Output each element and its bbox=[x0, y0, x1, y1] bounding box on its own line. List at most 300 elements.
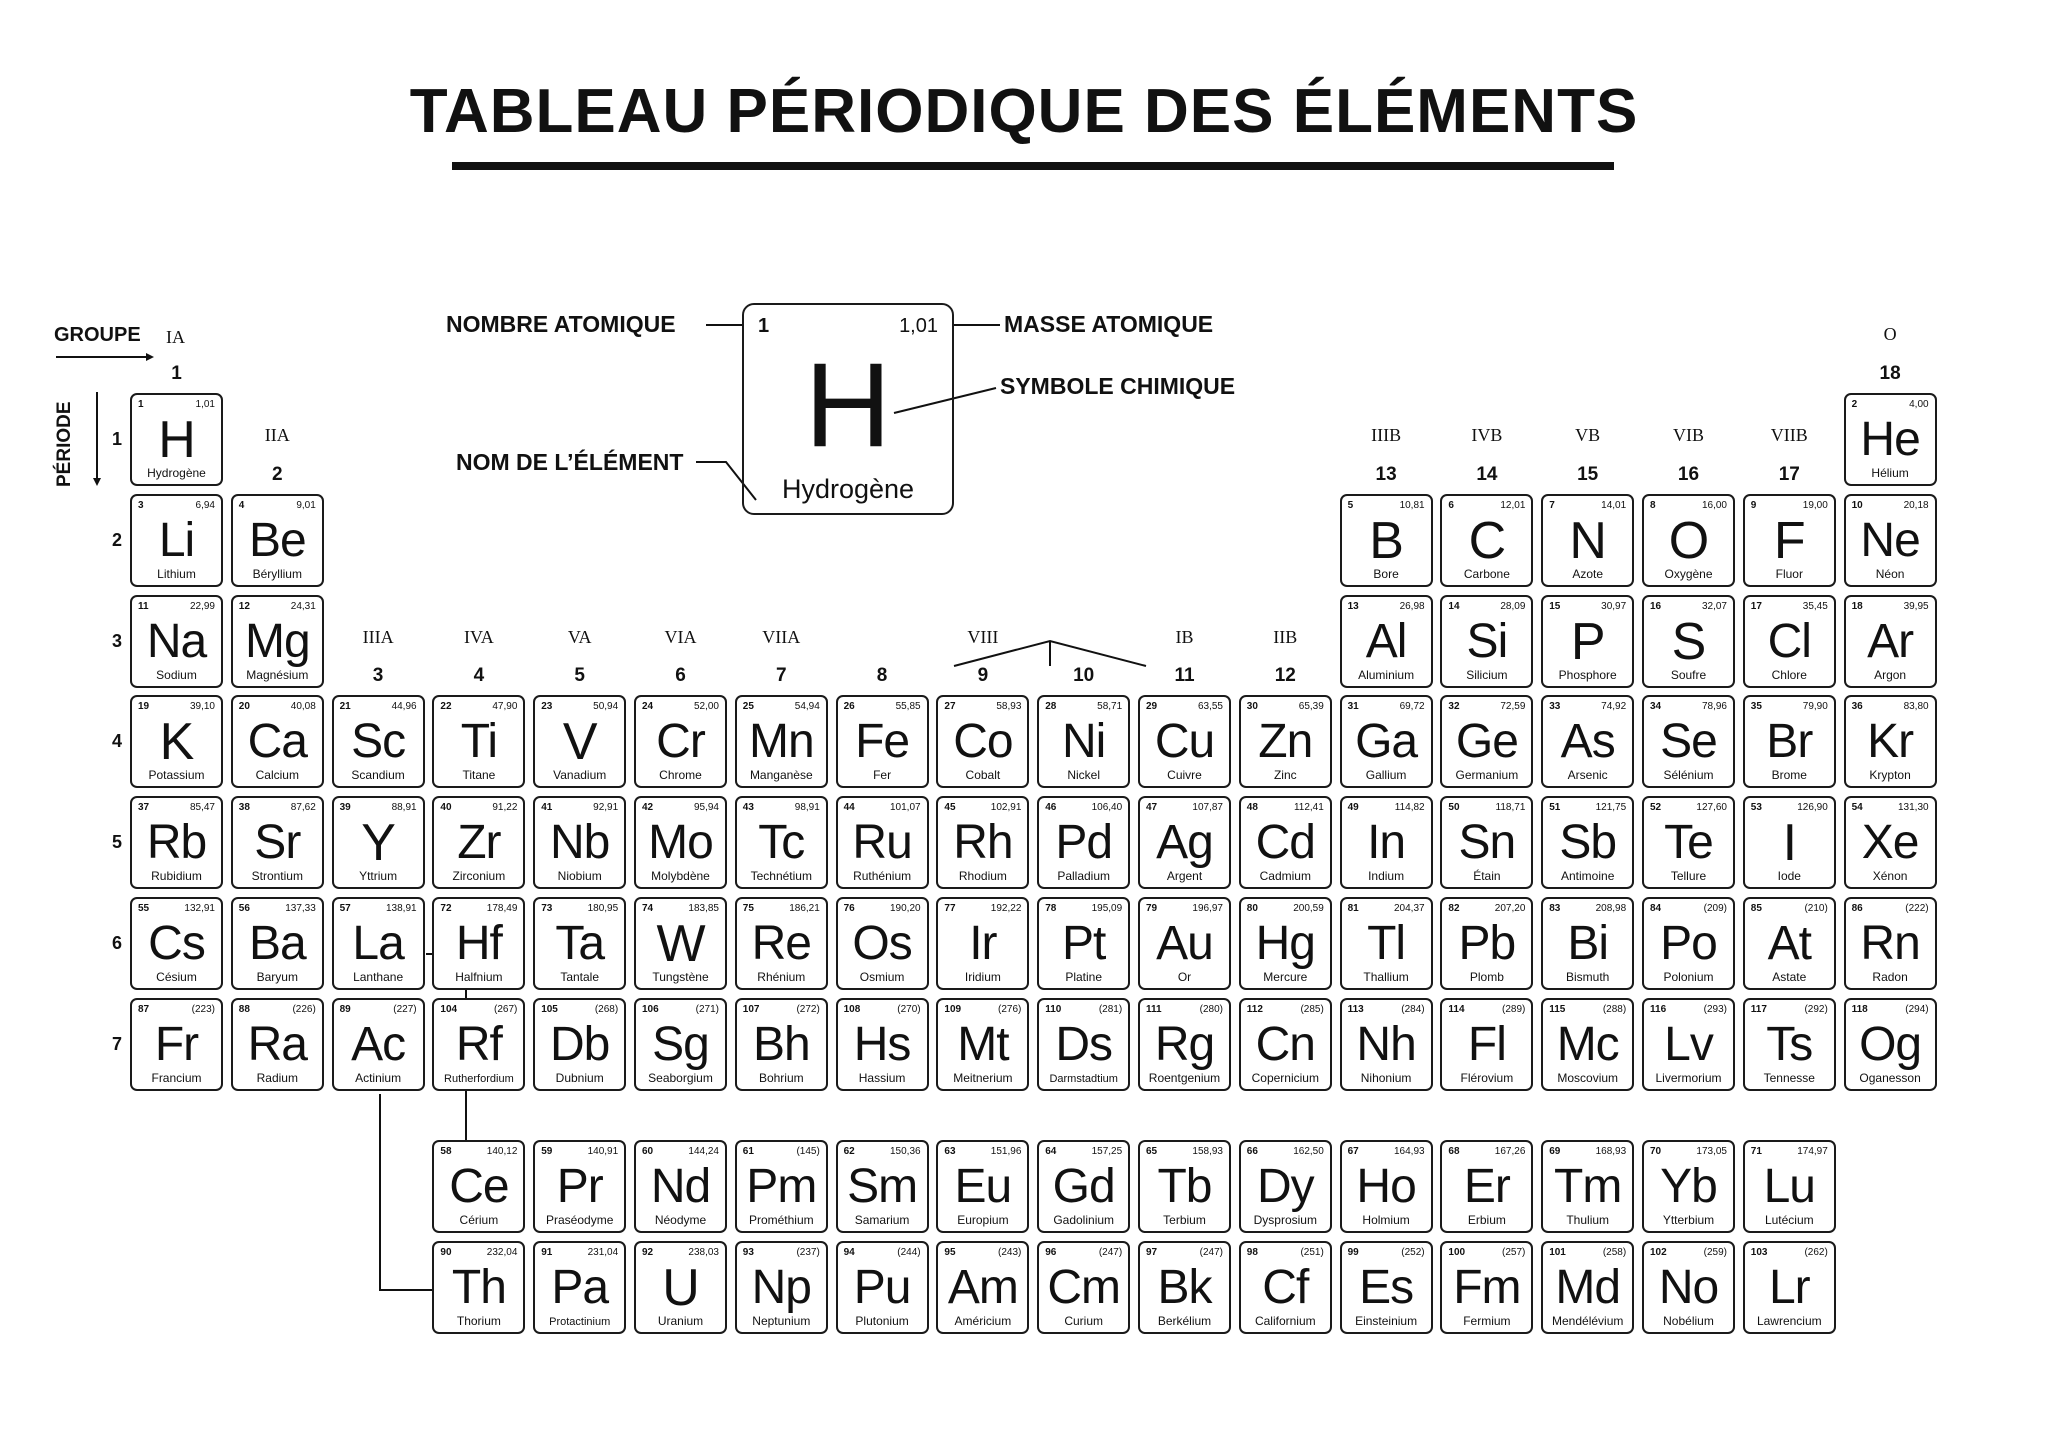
legend-example-symbol: H bbox=[804, 338, 892, 472]
element-cell-cl bbox=[1743, 595, 1836, 688]
atomic-mass: 196,97 bbox=[1192, 903, 1223, 914]
element-cell-b bbox=[1340, 494, 1433, 587]
element-symbol: F bbox=[1773, 511, 1805, 570]
atomic-mass: (244) bbox=[897, 1246, 921, 1258]
atomic-mass: 39,95 bbox=[1903, 600, 1929, 612]
atomic-mass: 47,90 bbox=[492, 701, 518, 713]
element-symbol: Bi bbox=[1567, 917, 1609, 970]
element-symbol: Tl bbox=[1367, 917, 1406, 970]
atomic-mass: (271) bbox=[695, 1003, 719, 1015]
element-cell-dy bbox=[1239, 1140, 1332, 1233]
atomic-number: 26 bbox=[843, 701, 855, 713]
atomic-number: 73 bbox=[541, 903, 553, 914]
element-name: Plutonium bbox=[855, 1313, 909, 1328]
element-cell-na bbox=[130, 595, 223, 688]
element-cell-s bbox=[1642, 595, 1735, 688]
element-name: Aluminium bbox=[1358, 667, 1415, 682]
element-symbol: Pt bbox=[1062, 917, 1106, 970]
element-symbol: Cf bbox=[1262, 1260, 1309, 1314]
atomic-number: 44 bbox=[843, 802, 855, 814]
atomic-number: 6 bbox=[1448, 499, 1454, 511]
period-number-7: 7 bbox=[111, 1033, 122, 1054]
atomic-number: 5 bbox=[1347, 499, 1354, 511]
element-name: Praséodyme bbox=[546, 1213, 614, 1227]
atomic-number: 112 bbox=[1246, 1003, 1263, 1015]
atomic-mass: (226) bbox=[292, 1003, 316, 1015]
atomic-mass: 121,75 bbox=[1595, 802, 1627, 814]
element-symbol: Br bbox=[1766, 715, 1813, 769]
element-name: Étain bbox=[1473, 869, 1501, 884]
element-name: Vanadium bbox=[553, 768, 607, 783]
element-cell-cn bbox=[1239, 998, 1332, 1091]
element-name: Zinc bbox=[1273, 768, 1297, 783]
atomic-number: 75 bbox=[742, 903, 754, 914]
element-cell-au bbox=[1138, 897, 1231, 990]
atomic-number: 80 bbox=[1246, 903, 1258, 914]
atomic-mass: 158,93 bbox=[1192, 1146, 1223, 1157]
atomic-mass: 101,07 bbox=[890, 802, 921, 814]
element-name: Plomb bbox=[1469, 970, 1504, 984]
element-symbol: Nd bbox=[650, 1160, 711, 1213]
element-cell-rn bbox=[1844, 897, 1937, 990]
element-cell-er bbox=[1440, 1140, 1533, 1233]
atomic-mass: 78,96 bbox=[1701, 701, 1727, 713]
element-cell-fe bbox=[836, 695, 929, 788]
element-symbol: Ho bbox=[1356, 1160, 1416, 1213]
atomic-number: 13 bbox=[1347, 600, 1359, 612]
element-cell-nh bbox=[1340, 998, 1433, 1091]
element-name: Potassium bbox=[148, 768, 205, 783]
element-symbol: He bbox=[1860, 413, 1920, 466]
atomic-number: 16 bbox=[1650, 600, 1662, 612]
element-symbol: Cm bbox=[1047, 1260, 1121, 1314]
atomic-mass: 39,10 bbox=[189, 701, 215, 713]
element-symbol: W bbox=[656, 915, 705, 973]
element-name: Berkélium bbox=[1157, 1313, 1212, 1328]
atomic-number: 65 bbox=[1146, 1146, 1158, 1157]
atomic-mass: 144,24 bbox=[688, 1146, 719, 1157]
atomic-mass: (281) bbox=[1098, 1003, 1123, 1015]
atomic-mass: 231,04 bbox=[587, 1246, 619, 1258]
element-cell-sm bbox=[836, 1140, 929, 1233]
atomic-mass: (145) bbox=[796, 1146, 820, 1157]
element-cell-ac bbox=[332, 998, 425, 1091]
atomic-number: 59 bbox=[541, 1146, 553, 1157]
atomic-mass: 164,93 bbox=[1394, 1146, 1425, 1157]
element-name: Samarium bbox=[854, 1213, 910, 1227]
group-roman-vib: VIB bbox=[1673, 425, 1704, 445]
legend-example-mass: 1,01 bbox=[899, 315, 938, 337]
element-name: Mendélévium bbox=[1552, 1313, 1624, 1328]
element-cell-bh bbox=[735, 998, 828, 1091]
element-symbol: Pr bbox=[556, 1160, 603, 1213]
element-name: Hélium bbox=[1871, 466, 1909, 480]
legend-example-number: 1 bbox=[758, 315, 770, 337]
atomic-number: 4 bbox=[238, 499, 245, 511]
atomic-mass: 118,71 bbox=[1495, 802, 1526, 814]
element-symbol: Yb bbox=[1660, 1160, 1717, 1213]
element-symbol: Ti bbox=[460, 715, 497, 769]
element-name: Fer bbox=[873, 768, 892, 783]
atomic-mass: 24,31 bbox=[290, 600, 316, 612]
element-name: Antimoine bbox=[1561, 869, 1615, 884]
element-symbol: Mc bbox=[1556, 1017, 1619, 1071]
element-name: Bore bbox=[1373, 566, 1399, 581]
atomic-mass: 178,49 bbox=[486, 903, 518, 914]
element-symbol: Ag bbox=[1156, 816, 1213, 870]
atomic-mass: (276) bbox=[998, 1003, 1022, 1015]
element-name: Thallium bbox=[1363, 970, 1409, 984]
element-cell-cd bbox=[1239, 796, 1332, 889]
atomic-mass: 200,59 bbox=[1293, 903, 1324, 914]
element-cell-tm bbox=[1541, 1140, 1634, 1233]
element-name: Or bbox=[1177, 970, 1192, 984]
element-symbol: Al bbox=[1365, 614, 1407, 668]
element-name: Cobalt bbox=[965, 768, 1001, 783]
atomic-number: 32 bbox=[1448, 701, 1460, 713]
atomic-number: 102 bbox=[1650, 1246, 1667, 1258]
element-symbol: Fl bbox=[1467, 1017, 1506, 1071]
element-name: Uranium bbox=[657, 1313, 704, 1328]
element-cell-in bbox=[1340, 796, 1433, 889]
element-cell-am bbox=[936, 1241, 1029, 1334]
element-name: Gadolinium bbox=[1053, 1213, 1115, 1227]
atomic-number: 90 bbox=[440, 1246, 452, 1258]
element-cell-ar bbox=[1844, 595, 1937, 688]
atomic-number: 48 bbox=[1246, 802, 1258, 814]
atomic-mass: 126,90 bbox=[1797, 802, 1828, 814]
atomic-number: 58 bbox=[440, 1146, 452, 1157]
group-number-11: 11 bbox=[1174, 665, 1195, 687]
element-name: Lawrencium bbox=[1756, 1313, 1822, 1328]
element-symbol: Cu bbox=[1154, 715, 1215, 769]
element-name: Chlore bbox=[1771, 667, 1807, 682]
element-symbol: Cl bbox=[1767, 614, 1811, 668]
page-title: TABLEAU PÉRIODIQUE DES ÉLÉMENTS bbox=[409, 77, 1639, 146]
group-number-12: 12 bbox=[1274, 665, 1296, 687]
atomic-mass: 95,94 bbox=[693, 802, 719, 814]
group-number-13: 13 bbox=[1375, 463, 1397, 485]
element-cell-tc bbox=[735, 796, 828, 889]
element-symbol: Ca bbox=[247, 715, 307, 769]
element-cell-kr bbox=[1844, 695, 1937, 788]
atomic-number: 71 bbox=[1750, 1146, 1762, 1157]
atomic-mass: 22,99 bbox=[189, 600, 215, 612]
atomic-mass: 102,91 bbox=[990, 802, 1022, 814]
element-cell-ca bbox=[231, 695, 324, 788]
element-cell-bi bbox=[1541, 897, 1634, 990]
element-symbol: Sb bbox=[1559, 816, 1617, 870]
atomic-mass: 20,18 bbox=[1903, 499, 1929, 511]
element-symbol: Gd bbox=[1052, 1160, 1115, 1213]
atomic-mass: 1,01 bbox=[195, 399, 215, 410]
atomic-number: 22 bbox=[440, 701, 452, 713]
element-name: Francium bbox=[151, 1070, 202, 1085]
atomic-mass: 114,82 bbox=[1394, 802, 1425, 814]
atomic-number: 72 bbox=[440, 903, 452, 914]
atomic-number: 43 bbox=[742, 802, 754, 814]
atomic-number: 35 bbox=[1750, 701, 1762, 713]
atomic-mass: 112,41 bbox=[1293, 802, 1324, 814]
element-name: Seaborgium bbox=[648, 1070, 713, 1085]
element-name: Thulium bbox=[1566, 1213, 1610, 1227]
atomic-mass: 30,97 bbox=[1601, 600, 1627, 612]
element-name: Béryllium bbox=[252, 566, 302, 581]
element-symbol: Ra bbox=[247, 1017, 307, 1071]
atomic-number: 74 bbox=[642, 903, 654, 914]
element-cell-cu bbox=[1138, 695, 1231, 788]
group-roman-o: O bbox=[1883, 324, 1897, 344]
element-symbol: V bbox=[562, 713, 597, 772]
atomic-number: 86 bbox=[1851, 903, 1863, 914]
atomic-number: 51 bbox=[1549, 802, 1561, 814]
element-cell-ni bbox=[1037, 695, 1130, 788]
atomic-mass: 162,50 bbox=[1293, 1146, 1324, 1157]
atomic-number: 20 bbox=[238, 701, 250, 713]
element-symbol: Rb bbox=[146, 816, 207, 870]
atomic-number: 57 bbox=[339, 903, 351, 914]
atomic-number: 106 bbox=[642, 1003, 659, 1015]
element-cell-he bbox=[1844, 393, 1937, 486]
element-symbol: Pd bbox=[1055, 816, 1113, 870]
element-name: Roentgenium bbox=[1148, 1070, 1221, 1085]
element-name: Oganesson bbox=[1859, 1070, 1921, 1085]
element-name: Nobélium bbox=[1663, 1313, 1714, 1328]
element-symbol: Ce bbox=[449, 1160, 509, 1213]
atomic-mass: 26,98 bbox=[1399, 600, 1425, 612]
element-cell-po bbox=[1642, 897, 1735, 990]
element-symbol: Ni bbox=[1062, 715, 1106, 769]
element-symbol: At bbox=[1767, 917, 1811, 970]
element-cell-se bbox=[1642, 695, 1735, 788]
element-name: Rhénium bbox=[757, 970, 806, 984]
element-name: Scandium bbox=[351, 768, 405, 783]
element-cell-pu bbox=[836, 1241, 929, 1334]
legend-atomic-mass-label: MASSE ATOMIQUE bbox=[1004, 311, 1214, 337]
atomic-mass: 55,85 bbox=[895, 701, 921, 713]
atomic-number: 39 bbox=[339, 802, 351, 814]
atomic-mass: 63,55 bbox=[1197, 701, 1223, 713]
element-cell-ra bbox=[231, 998, 324, 1091]
element-cell-mn bbox=[735, 695, 828, 788]
element-name: Erbium bbox=[1467, 1213, 1506, 1227]
element-symbol: Fm bbox=[1453, 1260, 1521, 1314]
atomic-mass: (289) bbox=[1502, 1003, 1526, 1015]
group-number-15: 15 bbox=[1577, 463, 1599, 485]
element-name: Darmstadtium bbox=[1049, 1072, 1118, 1085]
atomic-number: 41 bbox=[541, 802, 553, 814]
atomic-number: 8 bbox=[1650, 499, 1656, 511]
group-number-18: 18 bbox=[1879, 363, 1901, 384]
element-cell-pt bbox=[1037, 897, 1130, 990]
element-cell-cf bbox=[1239, 1241, 1332, 1334]
atomic-mass: 14,01 bbox=[1601, 499, 1627, 511]
element-name: Iridium bbox=[964, 970, 1001, 984]
element-symbol: Rg bbox=[1154, 1017, 1215, 1071]
atomic-mass: 40,08 bbox=[290, 701, 316, 713]
atomic-number: 55 bbox=[138, 903, 150, 914]
element-cell-y bbox=[332, 796, 425, 889]
element-cell-fl bbox=[1440, 998, 1533, 1091]
element-name: Bismuth bbox=[1566, 970, 1610, 984]
atomic-mass: 50,94 bbox=[593, 701, 619, 713]
atomic-mass: 58,71 bbox=[1097, 701, 1123, 713]
atomic-mass: 167,26 bbox=[1494, 1146, 1526, 1157]
element-cell-c bbox=[1440, 494, 1533, 587]
element-cell-f bbox=[1743, 494, 1836, 587]
group-number-6: 6 bbox=[675, 665, 686, 687]
element-symbol: Au bbox=[1156, 917, 1213, 970]
element-name: Protactinium bbox=[549, 1315, 611, 1328]
atomic-number: 64 bbox=[1045, 1146, 1057, 1157]
element-cell-ho bbox=[1340, 1140, 1433, 1233]
element-cell-co bbox=[936, 695, 1029, 788]
element-name: Radon bbox=[1872, 970, 1908, 984]
element-cell-ts bbox=[1743, 998, 1836, 1091]
element-name: Magnésium bbox=[246, 667, 309, 682]
element-cell-cs bbox=[130, 897, 223, 990]
atomic-number: 69 bbox=[1549, 1146, 1561, 1157]
atomic-mass: 127,60 bbox=[1696, 802, 1727, 814]
element-name: Moscovium bbox=[1557, 1070, 1619, 1085]
element-cell-at bbox=[1743, 897, 1836, 990]
element-cell-fm bbox=[1440, 1241, 1533, 1334]
element-cell-re bbox=[735, 897, 828, 990]
atomic-mass: (270) bbox=[897, 1003, 921, 1015]
element-name: Astate bbox=[1772, 970, 1807, 984]
group-roman-iiia: IIIA bbox=[362, 626, 394, 647]
atomic-number: 83 bbox=[1549, 903, 1561, 914]
atomic-mass: 10,81 bbox=[1399, 499, 1425, 511]
element-symbol: Sc bbox=[351, 715, 406, 769]
atomic-mass: (258) bbox=[1602, 1246, 1627, 1258]
element-name: Hassium bbox=[858, 1070, 906, 1085]
element-symbol: Be bbox=[248, 513, 306, 567]
atomic-number: 118 bbox=[1851, 1003, 1868, 1015]
atomic-number: 27 bbox=[944, 701, 956, 713]
atomic-mass: (259) bbox=[1703, 1246, 1727, 1258]
element-cell-ag bbox=[1138, 796, 1231, 889]
element-symbol: Ds bbox=[1055, 1017, 1113, 1071]
element-cell-ir bbox=[936, 897, 1029, 990]
atomic-number: 70 bbox=[1650, 1146, 1662, 1157]
element-cell-no bbox=[1642, 1241, 1735, 1334]
period-number-2: 2 bbox=[111, 529, 122, 550]
element-symbol: Mt bbox=[957, 1017, 1009, 1071]
element-cell-gd bbox=[1037, 1140, 1130, 1233]
atomic-number: 92 bbox=[642, 1246, 654, 1258]
element-name: Nickel bbox=[1067, 768, 1101, 783]
element-cell-ti bbox=[432, 695, 525, 788]
element-name: Ytterbium bbox=[1662, 1213, 1715, 1227]
element-symbol: Pu bbox=[853, 1260, 911, 1314]
atomic-mass: (247) bbox=[1098, 1246, 1123, 1258]
atomic-number: 12 bbox=[238, 600, 250, 612]
element-name: Césium bbox=[156, 970, 197, 984]
element-name: Nihonium bbox=[1360, 1070, 1412, 1085]
element-name: Actinium bbox=[355, 1070, 402, 1085]
element-symbol: Se bbox=[1660, 715, 1717, 769]
element-symbol: Cd bbox=[1255, 816, 1315, 870]
atomic-mass: 168,93 bbox=[1595, 1146, 1627, 1157]
element-name: Phosphore bbox=[1558, 667, 1617, 682]
element-cell-nb bbox=[533, 796, 626, 889]
group-number-14: 14 bbox=[1476, 463, 1498, 485]
element-symbol: Ta bbox=[555, 917, 605, 970]
atomic-number: 115 bbox=[1549, 1003, 1566, 1015]
atomic-number: 14 bbox=[1448, 600, 1460, 612]
element-cell-hg bbox=[1239, 897, 1332, 990]
atomic-number: 2 bbox=[1851, 399, 1858, 410]
element-symbol: Hf bbox=[455, 917, 502, 970]
element-name: Néodyme bbox=[654, 1213, 707, 1227]
atomic-mass: (223) bbox=[191, 1003, 215, 1015]
atomic-mass: 54,94 bbox=[794, 701, 820, 713]
element-symbol: Si bbox=[1466, 614, 1508, 668]
element-cell-eu bbox=[936, 1140, 1029, 1233]
atomic-number: 104 bbox=[440, 1003, 458, 1015]
atomic-number: 117 bbox=[1750, 1003, 1767, 1015]
element-symbol: K bbox=[159, 713, 194, 772]
atomic-number: 31 bbox=[1347, 701, 1359, 713]
element-cell-ru bbox=[836, 796, 929, 889]
element-cell-li bbox=[130, 494, 223, 587]
atomic-number: 91 bbox=[541, 1246, 553, 1258]
atomic-mass: (227) bbox=[393, 1003, 417, 1015]
group-roman-ivb: IVB bbox=[1471, 425, 1503, 445]
element-name: Curium bbox=[1064, 1313, 1104, 1328]
element-symbol: Pm bbox=[746, 1160, 817, 1213]
element-cell-sc bbox=[332, 695, 425, 788]
atomic-mass: 208,98 bbox=[1595, 903, 1627, 914]
atomic-number: 85 bbox=[1750, 903, 1762, 914]
element-symbol: Ir bbox=[969, 917, 997, 970]
element-name: Cuivre bbox=[1167, 768, 1202, 783]
atomic-mass: (252) bbox=[1401, 1246, 1425, 1258]
atomic-mass: 204,37 bbox=[1394, 903, 1425, 914]
atomic-number: 36 bbox=[1851, 701, 1863, 713]
element-name: Meitnerium bbox=[953, 1070, 1013, 1085]
atomic-mass: 32,07 bbox=[1701, 600, 1727, 612]
atomic-mass: (267) bbox=[494, 1003, 518, 1015]
atomic-mass: 69,72 bbox=[1399, 701, 1425, 713]
element-cell-o bbox=[1642, 494, 1735, 587]
atomic-number: 53 bbox=[1750, 802, 1762, 814]
element-cell-ta bbox=[533, 897, 626, 990]
atomic-number: 77 bbox=[944, 903, 956, 914]
atomic-number: 54 bbox=[1851, 802, 1863, 814]
group-roman-via: VIA bbox=[664, 626, 697, 647]
group-number-2: 2 bbox=[272, 463, 283, 485]
atomic-mass: (209) bbox=[1703, 903, 1727, 914]
atomic-mass: 192,22 bbox=[990, 903, 1022, 914]
element-name: Brome bbox=[1771, 768, 1807, 783]
element-name: Argon bbox=[1874, 667, 1907, 682]
element-symbol: Es bbox=[1359, 1260, 1414, 1314]
atomic-number: 76 bbox=[843, 903, 855, 914]
element-symbol: Er bbox=[1463, 1160, 1510, 1213]
atomic-number: 100 bbox=[1448, 1246, 1466, 1258]
atomic-mass: 190,20 bbox=[890, 903, 921, 914]
atomic-mass: 79,90 bbox=[1802, 701, 1828, 713]
element-name: Zirconium bbox=[452, 869, 506, 884]
atomic-mass: 138,91 bbox=[386, 903, 417, 914]
element-symbol: Re bbox=[751, 917, 811, 970]
element-name: Indium bbox=[1368, 869, 1405, 884]
element-name: Iode bbox=[1777, 869, 1801, 884]
element-name: Azote bbox=[1572, 566, 1604, 581]
atomic-mass: 4,00 bbox=[1909, 399, 1929, 410]
